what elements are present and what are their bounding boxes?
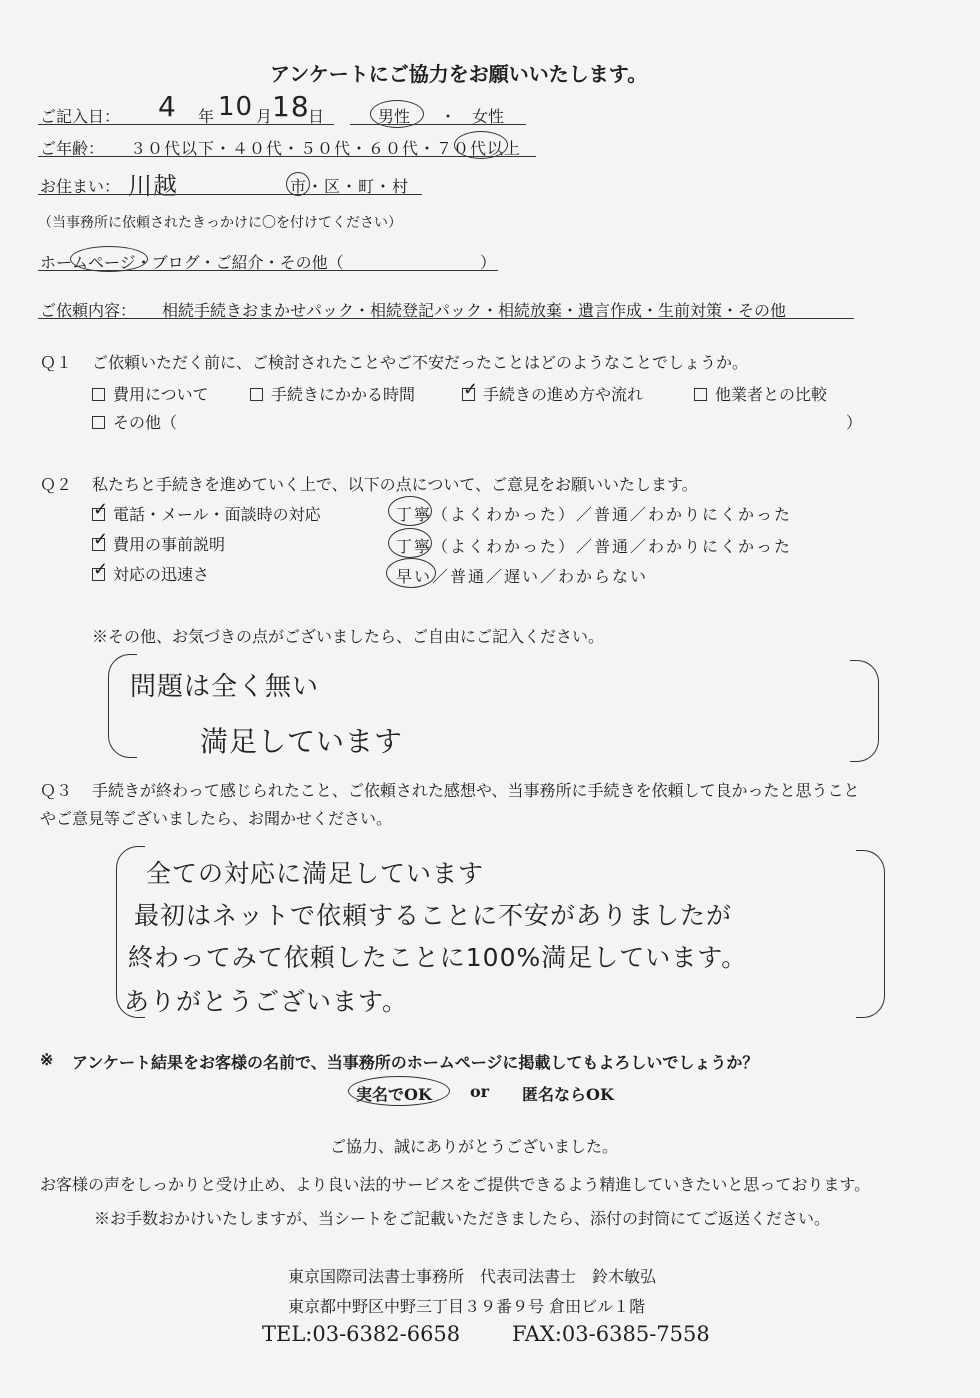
q1-text: ご依頼いただく前に、ご検討されたことやご不安だったことはどのようなことでしょうか。 [92,353,749,372]
q2-item-speed[interactable]: ✓ 対応の迅速さ [93,559,210,584]
q2-item-contact-options: 丁寧（よくわかった）／普通／わかりにくかった [396,505,793,524]
footer-office: 東京国際司法書士事務所 代表司法書士 鈴木敏弘 [288,1267,657,1286]
q3-answer-line3: 終わってみて依頼したことに100%満足しています。 [128,943,748,972]
gender-male: 男性 [378,107,411,126]
checkbox-checked-icon[interactable]: ✓ [93,559,109,580]
q2-text: 私たちと手続きを進めていく上で、以下の点について、ご意見をお願いいたします。 [92,475,698,494]
trigger-options: ホームページ・ブログ・ご紹介・その他（ [40,253,344,272]
address-city-circle [286,172,310,196]
q1-number: Ｑ１ [40,353,73,372]
q2-answer-bracket-right [850,660,879,762]
entry-year-value: 4 [158,90,177,123]
q1-option-time[interactable]: 手続きにかかる時間 [250,382,415,405]
q1-option-other[interactable]: その他（ [92,410,177,433]
address-label: お住まい： [40,177,121,196]
q3-answer-line1: 全ての対応に満足しています [146,859,485,888]
publish-question: アンケート結果をお客様の名前で、当事務所のホームページに掲載してもよろしいでしょうか？ [72,1053,759,1072]
entry-date-label: ご記入日： [40,107,121,126]
q1-option-process[interactable]: ✓ 手続きの進め方や流れ [463,379,644,404]
q2-item-speed-options: 早い／普通／遅い／わからない [396,567,649,586]
request-label: ご依頼内容： [40,301,137,320]
footer-fax: FAX:03-6385-7558 [512,1322,710,1346]
entry-month-unit: 月 [256,107,273,126]
q2-answer-line2: 満足しています [200,725,404,758]
footer-address: 東京都中野区中野三丁目３９番９号 倉田ビル１階 [288,1297,646,1316]
checkbox-checked-icon[interactable]: ✓ [93,529,109,550]
trigger-close: ） [480,253,497,272]
address-value: 川越 [128,172,178,200]
q3-text-line2: やご意見等ございましたら、お聞かせください。 [40,809,393,828]
age-70s-circle [454,131,508,159]
publish-option-real-name[interactable]: 実名でOK [356,1085,432,1104]
q2-contact-polite-circle [388,496,432,526]
q2-number: Ｑ２ [40,475,73,494]
q3-answer-bracket-right [856,850,885,1018]
q2-note: ※その他、お気づきの点がございましたら、ご自由にご記入ください。 [92,627,605,646]
publish-option-anonymous[interactable]: 匿名ならOK [522,1085,614,1104]
request-options: 相続手続きおまかせパック・相続登記パック・相続放棄・遺言作成・生前対策・その他 [162,301,787,320]
trigger-note: （当事務所に依頼されたきっかけに〇を付けてください） [38,215,402,231]
entry-month-value: 10 [218,92,254,122]
q1-option-other-close: ） [846,413,863,432]
gender-female: 女性 [472,107,505,126]
q2-item-contact[interactable]: ✓ 電話・メール・面談時の対応 [93,499,321,524]
closing-line2: お客様の声をしっかりと受け止め、より良い法的サービスをご提供できるよう精進していきたいと思っております。 [40,1175,871,1194]
entry-day-value: 18 [272,90,310,123]
publish-or: or [470,1082,490,1101]
gender-dot: ・ [440,107,457,126]
closing-line3: ※お手数おかけいたしますが、当シートをご記載いただきましたら、添付の封筒にてご返送ください。 [94,1209,831,1228]
closing-line1: ご協力、誠にありがとうございました。 [330,1137,619,1156]
checkbox-icon[interactable] [92,388,105,401]
q3-number: Ｑ３ [40,781,73,800]
q3-answer-line4: ありがとうございます。 [124,987,409,1016]
page-title: アンケートにご協力をお願いいたします。 [270,62,648,86]
q2-item-fee-options: 丁寧（よくわかった）／普通／わかりにくかった [396,537,793,556]
q2-answer-line1: 問題は全く無い [130,672,320,702]
trigger-homepage-circle [70,246,148,272]
checkbox-checked-icon[interactable]: ✓ [463,379,479,400]
entry-day-unit: 日 [308,107,325,126]
q1-option-cost[interactable]: 費用について [92,382,209,405]
q2-fee-polite-circle [388,528,432,558]
q1-option-compare[interactable]: 他業者との比較 [694,382,827,405]
entry-year-unit: 年 [198,107,215,126]
checkbox-checked-icon[interactable]: ✓ [93,499,109,520]
publish-mark: ※ [40,1050,54,1069]
q3-answer-line2: 最初はネットで依頼することに不安がありましたが [134,901,733,930]
age-options: ３０代以下・４０代・５０代・６０代・７０代以上 [130,139,522,158]
address-units: 市・区・町・村 [290,177,410,196]
checkbox-icon[interactable] [694,388,707,401]
checkbox-icon[interactable] [250,388,263,401]
footer-tel: TEL:03-6382-6658 [262,1322,461,1346]
checkbox-icon[interactable] [92,416,105,429]
q2-speed-fast-circle [386,558,436,588]
q2-item-fee[interactable]: ✓ 費用の事前説明 [93,529,226,554]
q3-text-line1: 手続きが終わって感じられたこと、ご依頼された感想や、当事務所に手続きを依頼して良かったと思うこと [92,781,860,800]
age-label: ご年齢： [40,139,105,158]
publish-real-name-circle [348,1076,450,1106]
